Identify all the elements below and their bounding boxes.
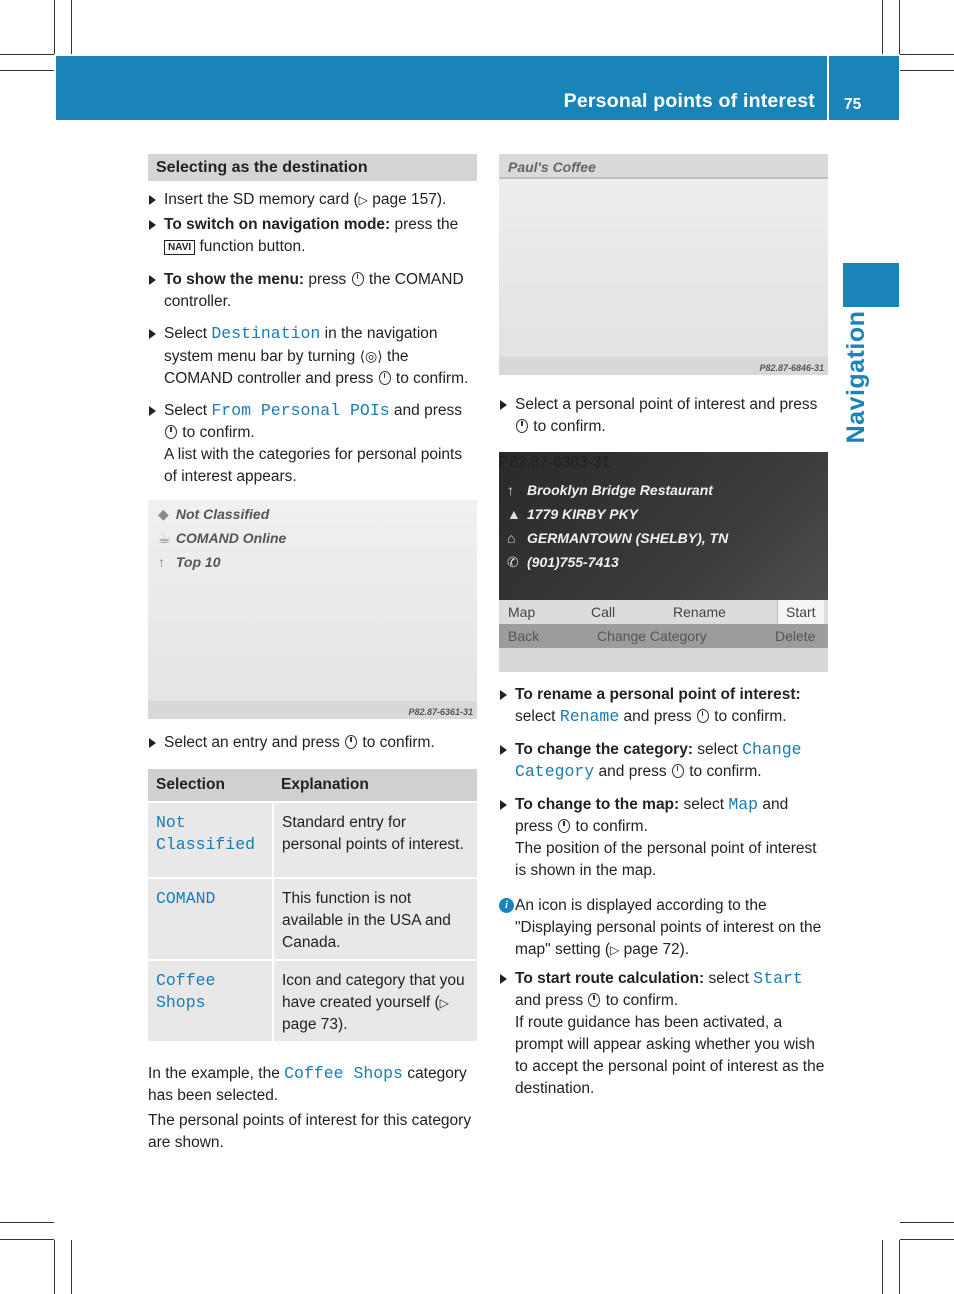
step-text: to confirm. — [391, 370, 469, 387]
crop-mark — [899, 0, 900, 54]
crop-mark — [71, 1240, 72, 1294]
selection-table — [148, 769, 477, 1041]
cell-text: Icon and category that you have created yourself ( — [282, 972, 465, 1011]
info-note — [499, 895, 828, 961]
page-title: Personal points of interest — [563, 90, 815, 112]
section-heading: Selecting as the destination — [148, 154, 477, 181]
menu-item-back[interactable]: Back — [508, 628, 540, 644]
menu-term: Start — [753, 969, 803, 988]
press-controller-icon — [697, 709, 709, 723]
table-header: Explanation — [273, 769, 477, 802]
menu-term: Coffee Shops — [284, 1064, 403, 1083]
right-column — [499, 154, 828, 1100]
step-text: to confirm. — [601, 992, 679, 1009]
menu-term: COMAND — [156, 889, 216, 908]
table-cell — [273, 960, 477, 1041]
step-text: select — [515, 708, 560, 725]
press-controller-icon — [516, 419, 528, 433]
crop-mark — [900, 1222, 954, 1223]
step-text: and press — [619, 708, 696, 725]
info-text: page 72). — [619, 941, 690, 958]
table-cell: Standard entry for personal points of interest. — [273, 802, 477, 878]
poi-detail-line — [507, 503, 639, 525]
step-start-route — [499, 968, 828, 1100]
press-controller-icon — [379, 371, 391, 385]
step-select-poi — [499, 394, 828, 438]
paragraph-text: In the example, the — [148, 1065, 285, 1082]
pin-icon: ↑ — [158, 554, 165, 570]
step-text: press — [304, 271, 351, 288]
menu-item-change-category[interactable]: Change Category — [597, 628, 707, 644]
category-item — [158, 527, 286, 549]
step-text: page 157). — [367, 191, 447, 208]
menu-item-map[interactable]: Map — [508, 604, 536, 620]
step-bold: To change the category: — [515, 741, 693, 758]
step-text: press the — [390, 216, 459, 233]
step-change-category — [499, 739, 828, 783]
menu-term: Map — [728, 795, 759, 814]
table-cell — [148, 960, 273, 1041]
category-label: Top 10 — [175, 554, 221, 570]
step-bold: To change to the map: — [515, 796, 680, 813]
crop-mark — [54, 1240, 55, 1294]
chapter-label-text: Navigation — [842, 310, 870, 444]
table-row — [148, 960, 477, 1041]
step-text: the COMAND controller and press — [164, 348, 409, 387]
step-text: to confirm. — [571, 818, 648, 835]
crop-mark — [900, 54, 954, 55]
step-text: select — [704, 970, 754, 987]
menu-term: Coffee Shops — [156, 971, 216, 1012]
page-ref-arrow: ▷ — [358, 193, 368, 207]
menu-item-call[interactable]: Call — [591, 604, 616, 620]
step-bold: To start route calculation: — [515, 970, 705, 987]
step-select-entry — [148, 732, 477, 754]
step-text: to confirm. — [358, 734, 435, 751]
category-item — [158, 503, 269, 525]
step-text: and press — [515, 992, 588, 1009]
screenshot-footer — [499, 648, 828, 672]
table-row — [148, 802, 477, 878]
info-icon: i — [499, 898, 514, 913]
pin-icon: ↑ — [507, 482, 514, 498]
crop-mark — [0, 1222, 54, 1223]
step-text: in the navigation system menu bar by turning — [164, 325, 438, 365]
page-header — [56, 56, 899, 120]
poi-menu-top — [499, 600, 828, 624]
menu-term: From Personal POIs — [211, 401, 390, 420]
table-cell: This function is not available in the USA and Canada. — [273, 878, 477, 960]
navi-key-icon: NAVI — [164, 240, 195, 255]
poi-menu-bottom — [499, 624, 828, 648]
step-change-map — [499, 794, 828, 882]
category-icon: ◆ — [158, 506, 169, 522]
screenshot-poi-list — [499, 154, 828, 375]
step-switch-nav — [148, 214, 477, 258]
table-row — [148, 878, 477, 960]
crop-mark — [0, 54, 54, 55]
street-icon: ▲ — [507, 506, 521, 522]
crop-mark — [900, 1239, 954, 1240]
menu-item-start[interactable]: Start — [777, 600, 824, 624]
poi-street: 1779 KIRBY PKY — [527, 506, 639, 522]
step-select-personal-pois — [148, 400, 477, 488]
poi-name: Brooklyn Bridge Restaurant — [527, 482, 713, 498]
step-text: Select — [164, 402, 212, 419]
press-controller-icon — [558, 819, 570, 833]
step-text: and press — [515, 796, 789, 835]
coffee-icon: ☕ — [158, 530, 171, 546]
table-header-row — [148, 769, 477, 802]
step-text: to confirm. — [684, 763, 762, 780]
step-text: select — [679, 796, 729, 813]
step-text: and press — [594, 763, 671, 780]
phone-icon: ✆ — [507, 554, 519, 570]
step-text: and press — [389, 402, 463, 419]
press-controller-icon — [352, 272, 364, 286]
press-controller-icon — [345, 735, 357, 749]
screen-title-bar — [499, 154, 828, 179]
step-text: to confirm. — [529, 418, 606, 435]
press-controller-icon — [165, 425, 177, 439]
table-header: Selection — [148, 769, 273, 802]
step-insert-sd — [148, 189, 477, 211]
table-cell — [148, 878, 273, 960]
step-bold: To rename a personal point of interest: — [515, 686, 801, 703]
menu-item-rename[interactable]: Rename — [673, 604, 726, 620]
category-item — [158, 551, 221, 573]
crop-mark — [0, 70, 54, 71]
crop-mark — [71, 0, 72, 54]
poi-detail-line — [507, 479, 713, 501]
turn-controller-icon: ⟨◎⟩ — [359, 348, 383, 364]
chapter-tab — [843, 263, 899, 307]
step-text: Select — [164, 325, 212, 342]
step-note: The position of the personal point of interest is shown in the map. — [515, 840, 817, 879]
step-text: to confirm. — [709, 708, 787, 725]
screenshot-categories — [148, 500, 477, 719]
screenshot-poi-detail — [499, 452, 828, 672]
cell-text: page 73). — [282, 1016, 348, 1033]
poi-city: GERMANTOWN (SHELBY), TN — [527, 530, 729, 546]
menu-term: Destination — [211, 324, 321, 343]
step-text: Select an entry and press — [164, 734, 345, 751]
step-show-menu — [148, 269, 477, 313]
step-note: A list with the categories for personal points of interest appears. — [164, 446, 463, 485]
info-text: An icon is displayed according to the "Displaying personal points of interest on the map" setting ( — [515, 897, 822, 958]
left-column — [148, 154, 477, 1154]
menu-item-delete[interactable]: Delete — [775, 628, 816, 644]
step-text: Insert the SD memory card ( — [164, 191, 359, 208]
crop-mark — [882, 1240, 883, 1294]
crop-mark — [54, 0, 55, 54]
step-text: the COMAND controller. — [164, 271, 464, 310]
step-text: Select a personal point of interest and press — [515, 396, 818, 413]
header-divider — [827, 56, 829, 120]
category-label: Not Classified — [175, 506, 270, 522]
city-icon: ⌂ — [507, 530, 516, 546]
figure-reference: P82.87-6846-31 — [759, 363, 824, 373]
menu-term: Not Classified — [156, 813, 256, 854]
step-note: If route guidance has been activated, a prompt will appear asking whether you wish to accept the personal point of interest as the destination. — [515, 1014, 825, 1097]
step-rename-poi — [499, 684, 828, 728]
step-text: select — [693, 741, 743, 758]
press-controller-icon — [672, 764, 684, 778]
step-text: function button. — [195, 238, 306, 255]
step-select-destination — [148, 323, 477, 390]
page-number: 75 — [844, 96, 862, 113]
poi-detail-line — [507, 551, 619, 573]
paragraph-text: category has been selected. — [148, 1065, 467, 1104]
crop-mark — [899, 1240, 900, 1294]
figure-reference: P82.87-6361-31 — [408, 707, 473, 717]
step-bold: To switch on navigation mode: — [164, 216, 391, 233]
crop-mark — [882, 0, 883, 54]
press-controller-icon — [588, 993, 600, 1007]
poi-detail-line — [507, 527, 729, 549]
figure-reference: P82.87-6363-31 — [499, 454, 611, 471]
crop-mark — [0, 1239, 54, 1240]
page-ref-arrow: ▷ — [439, 996, 449, 1010]
category-label: COMAND Online — [175, 530, 287, 546]
screen-title: Paul's Coffee — [508, 159, 596, 175]
crop-mark — [900, 70, 954, 71]
page-ref-arrow: ▷ — [610, 943, 620, 957]
menu-term: Change Category — [515, 740, 802, 781]
body-paragraph — [148, 1063, 477, 1107]
poi-phone: (901)755-7413 — [527, 554, 619, 570]
menu-term: Rename — [559, 707, 620, 726]
step-bold: To show the menu: — [164, 271, 305, 288]
body-paragraph: The personal points of interest for this category are shown. — [148, 1112, 472, 1151]
chapter-label — [826, 310, 886, 444]
step-text: to confirm. — [178, 424, 255, 441]
table-cell — [148, 802, 273, 878]
